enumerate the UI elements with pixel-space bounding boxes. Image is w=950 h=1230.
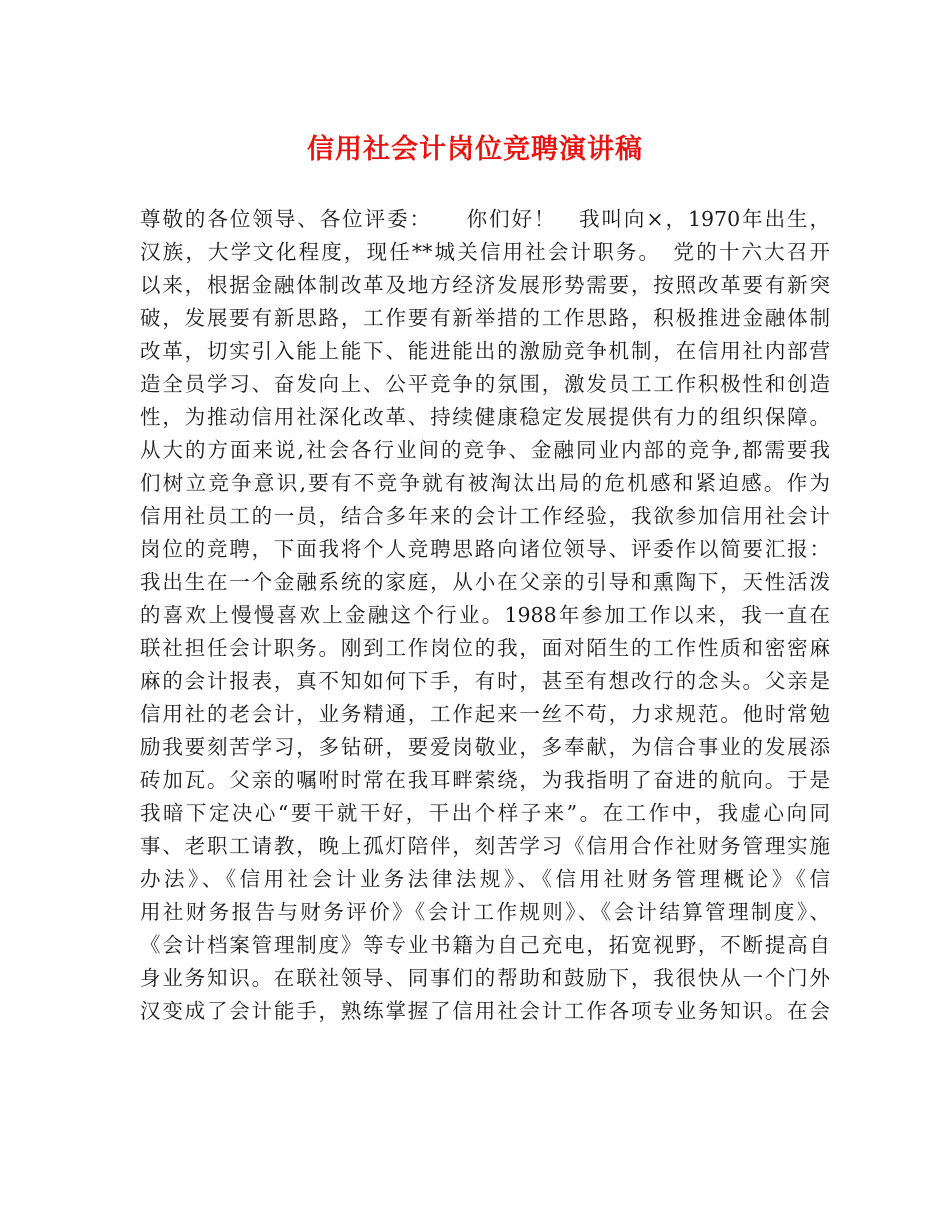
body-line: 事、老职工请教，晚上孤灯陪伴，刻苦学习《信用合作社财务管理实施 — [140, 834, 830, 858]
body-line: 信用社员工的一员，结合多年来的会计工作经验，我欲参加信用社会计 — [140, 504, 830, 528]
body-line: 用社财务报告与财务评价》《会计工作规则》、《会计结算管理制度》、 — [140, 900, 830, 924]
body-line: 《会计档案管理制度》等专业书籍为自己充电，拓宽视野，不断提高自 — [140, 933, 830, 957]
body-line: 汉族，大学文化程度，现任**城关信用社会计职务。 党的十六大召开 — [140, 240, 830, 264]
body-line: 改革，切实引入能上能下、能进能出的激励竞争机制，在信用社内部营 — [140, 339, 830, 363]
body-line: 以来，根据金融体制改革及地方经济发展形势需要，按照改革要有新突 — [140, 273, 830, 297]
body-line: 造全员学习、奋发向上、公平竞争的氛围，激发员工工作积极性和创造 — [140, 372, 830, 396]
body-line: 从大的方面来说,社会各行业间的竞争、金融同业内部的竞争,都需要我 — [140, 438, 830, 462]
body-line: 联社担任会计职务。刚到工作岗位的我，面对陌生的工作性质和密密麻 — [140, 636, 830, 660]
body-line: 信用社的老会计，业务精通，工作起来一丝不苟，力求规范。他时常勉 — [140, 702, 830, 726]
body-line: 励我要刻苦学习，多钻研，要爱岗敬业，多奉献，为信合事业的发展添 — [140, 735, 830, 759]
body-line: 们树立竞争意识,要有不竞争就有被淘汰出局的危机感和紧迫感。作为 — [140, 471, 830, 495]
body-line: 尊敬的各位领导、各位评委： 你们好！ 我叫向×，1970年出生， — [140, 207, 830, 231]
body-line: 破，发展要有新思路，工作要有新举措的工作思路，积极推进金融体制 — [140, 306, 830, 330]
body-line: 我出生在一个金融系统的家庭，从小在父亲的引导和熏陶下，天性活泼 — [140, 570, 830, 594]
document-body — [140, 203, 830, 1028]
body-line: 我暗下定决心“要干就干好，干出个样子来”。在工作中，我虚心向同 — [140, 801, 830, 825]
body-line: 性，为推动信用社深化改革、持续健康稳定发展提供有力的组织保障。 — [140, 405, 830, 429]
body-line: 麻的会计报表，真不知如何下手，有时，甚至有想改行的念头。父亲是 — [140, 669, 830, 693]
body-line: 岗位的竞聘，下面我将个人竞聘思路向诸位领导、评委作以简要汇报： — [140, 537, 830, 561]
page-title: 信用社会计岗位竞聘演讲稿 — [307, 134, 643, 165]
body-line: 身业务知识。在联社领导、同事们的帮助和鼓励下，我很快从一个门外 — [140, 966, 830, 990]
body-line: 的喜欢上慢慢喜欢上金融这个行业。1988年参加工作以来，我一直在 — [140, 603, 830, 627]
body-line: 办法》、《信用社会计业务法律法规》、《信用社财务管理概论》《信 — [140, 867, 830, 891]
body-line: 砖加瓦。父亲的嘱咐时常在我耳畔萦绕，为我指明了奋进的航向。于是 — [140, 768, 830, 792]
body-line: 汉变成了会计能手，熟练掌握了信用社会计工作各项专业务知识。在会 — [140, 999, 830, 1023]
